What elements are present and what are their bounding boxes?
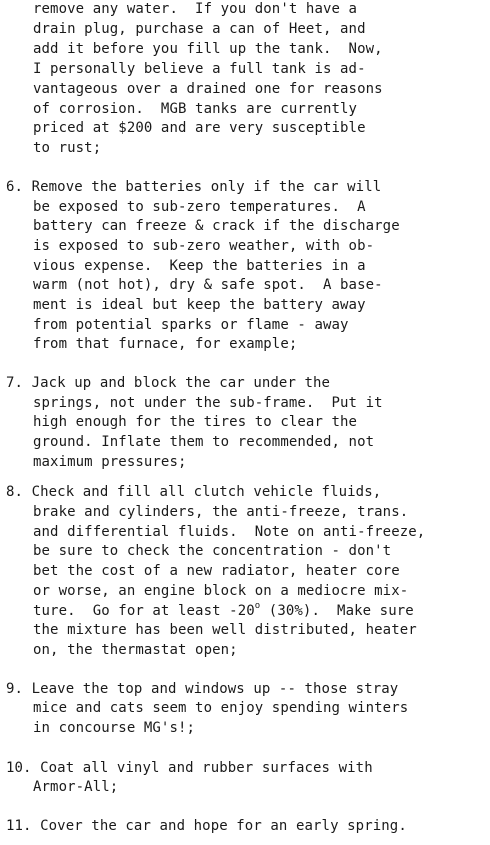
item-6-line-2: be exposed to sub-zero temperatures. A [33, 199, 366, 215]
item-8-line-2: brake and cylinders, the anti-freeze, trans. [33, 504, 409, 520]
item-7-line-1: 7. Jack up and block the car under the [6, 375, 331, 391]
item-7-line-4: ground. Inflate them to recommended, not [33, 434, 375, 450]
intro-line-1: remove any water. If you don't have a [33, 1, 358, 17]
item-8-line-7-a: ture. Go for at least -20 [33, 603, 255, 619]
item-8-line-3: and differential fluids. Note on anti-freeze, [33, 524, 426, 540]
item-6-line-6: warm (not hot), dry & safe spot. A base- [33, 277, 383, 293]
intro-line-7: priced at $200 and are very susceptible [33, 120, 366, 136]
item-10-line-2: Armor-All; [33, 779, 119, 795]
item-6-line-8: from potential sparks or flame - away [33, 317, 349, 333]
item-8-line-7-b: (30%). Make sure [260, 603, 414, 619]
item-6-line-9: from that furnace, for example; [33, 336, 298, 352]
item-9-line-3: in concourse MG's!; [33, 720, 196, 736]
item-7-line-2: springs, not under the sub-frame. Put it [33, 395, 383, 411]
item-9-line-2: mice and cats seem to enjoy spending winters [33, 700, 409, 716]
item-6-line-5: vious expense. Keep the batteries in a [33, 258, 366, 274]
item-10-line-1: 10. Coat all vinyl and rubber surfaces with [6, 760, 373, 776]
item-6-line-7: ment is ideal but keep the battery away [33, 297, 366, 313]
item-11-line-1: 11. Cover the car and hope for an early spring. [6, 818, 407, 834]
intro-line-6: of corrosion. MGB tanks are currently [33, 101, 358, 117]
item-8-line-6: or worse, an engine block on a mediocre mix- [33, 583, 409, 599]
item-8-line-7 [33, 601, 414, 621]
intro-line-2: drain plug, purchase a can of Heet, and [33, 21, 366, 37]
item-8-line-1: 8. Check and fill all clutch vehicle fluids, [6, 484, 382, 500]
item-8-line-4: be sure to check the concentration - don't [33, 543, 392, 559]
item-6-line-3: battery can freeze & crack if the discharge [33, 218, 400, 234]
item-8-line-5: bet the cost of a new radiator, heater core [33, 563, 400, 579]
item-9-line-1: 9. Leave the top and windows up -- those stray [6, 681, 399, 697]
intro-line-8: to rust; [33, 140, 102, 156]
item-7-line-5: maximum pressures; [33, 454, 187, 470]
degree-superscript: o [254, 601, 261, 611]
intro-line-4: I personally believe a full tank is ad- [33, 61, 366, 77]
item-8-line-8: the mixture has been well distributed, heater [33, 622, 417, 638]
intro-line-5: vantageous over a drained one for reasons [33, 81, 383, 97]
item-8-line-9: on, the thermastat open; [33, 642, 238, 658]
item-6-line-4: is exposed to sub-zero weather, with ob- [33, 238, 375, 254]
intro-line-3: add it before you fill up the tank. Now, [33, 41, 383, 57]
item-6-line-1: 6. Remove the batteries only if the car will [6, 179, 382, 195]
item-7-line-3: high enough for the tires to clear the [33, 414, 358, 430]
